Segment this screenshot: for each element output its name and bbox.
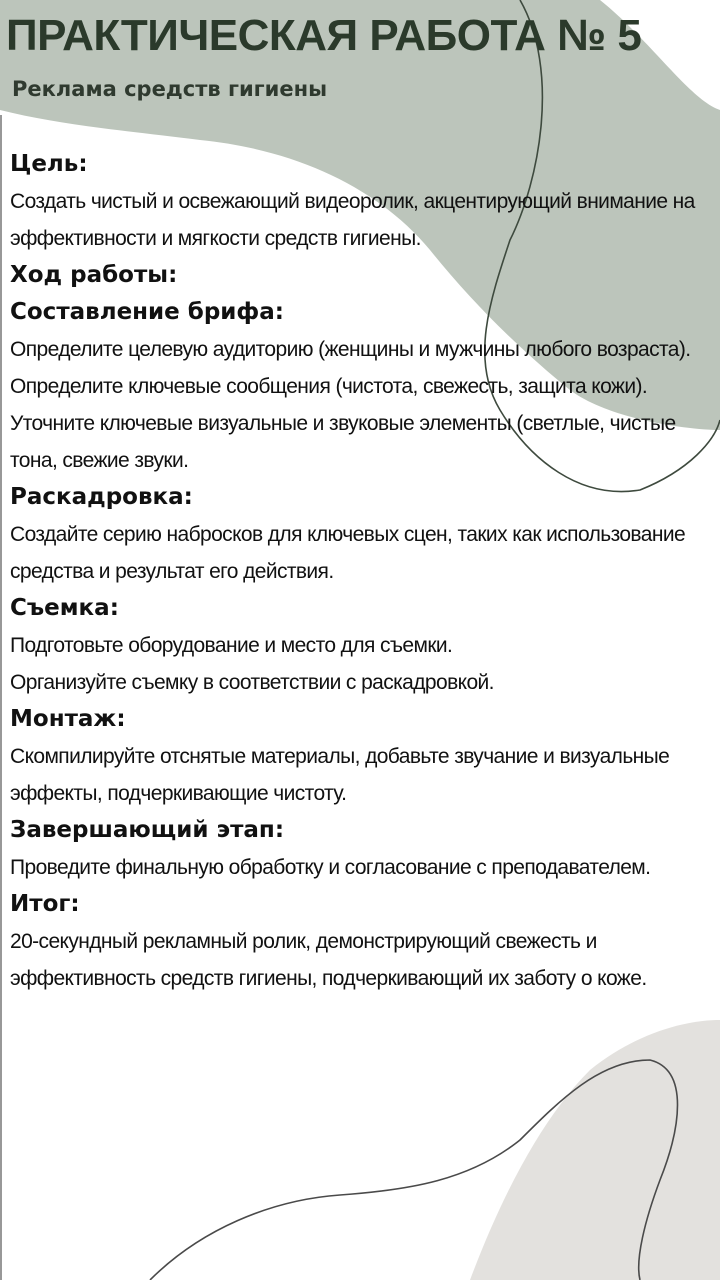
- section-heading-final-stage: Завершающий этап:: [10, 817, 285, 843]
- document-body: [10, 146, 710, 997]
- page-title: ПРАКТИЧЕСКАЯ РАБОТА № 5: [6, 11, 642, 60]
- section-heading-editing: Монтаж:: [10, 706, 126, 732]
- shooting-step-organize: Организуйте съемку в соответствии с раскадровкой.: [10, 671, 494, 694]
- brief-step-elements: Уточните ключевые визуальные и звуковые элементы (светлые, чистые тона, свежие звуки.: [10, 412, 676, 472]
- storyboard-text: Создайте серию набросков для ключевых сцен, таких как использование средства и результат его действия.: [10, 523, 686, 583]
- page-subtitle: Реклама средств гигиены: [12, 77, 328, 101]
- goal-text: Создать чистый и освежающий видеоролик, акцентирующий внимание на эффективности и мягкости средств гигиены.: [10, 190, 695, 250]
- shooting-step-prepare: Подготовьте оборудование и место для съемки.: [10, 634, 453, 657]
- section-heading-storyboard: Раскадровка:: [10, 484, 193, 510]
- editing-text: Скомпилируйте отснятые материалы, добавьте звучание и визуальные эффекты, подчеркивающие чистоту.: [10, 745, 670, 805]
- section-heading-goal: Цель:: [10, 151, 88, 177]
- result-text: 20-секундный рекламный ролик, демонстрирующий свежесть и эффективность средств гигиены, подчеркивающий их заботу о коже.: [10, 930, 647, 990]
- brief-step-messages: Определите ключевые сообщения (чистота, свежесть, защита кожи).: [10, 375, 648, 398]
- section-heading-brief: Составление брифа:: [10, 299, 284, 325]
- final-stage-text: Проведите финальную обработку и согласование с преподавателем.: [10, 856, 651, 879]
- section-heading-result: Итог:: [10, 891, 80, 917]
- section-heading-procedure: Ход работы:: [10, 262, 178, 288]
- section-heading-shooting: Съемка:: [10, 595, 119, 621]
- brief-step-audience: Определите целевую аудиторию (женщины и мужчины любого возраста).: [10, 338, 691, 361]
